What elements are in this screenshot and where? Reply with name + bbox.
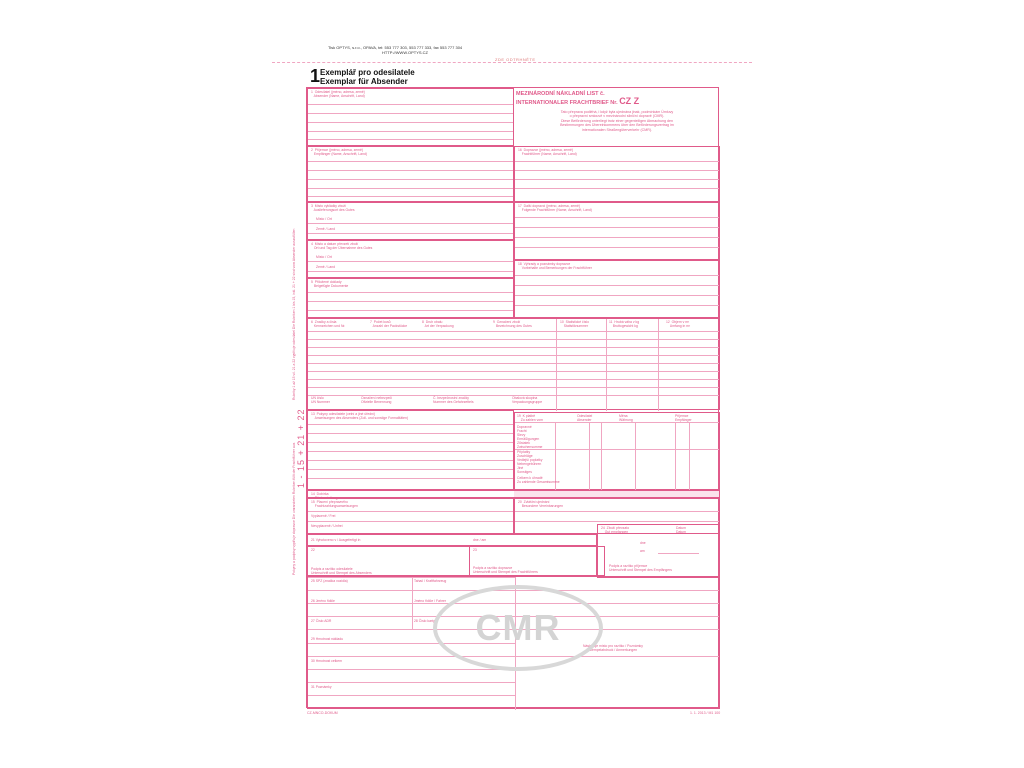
- field-22-sign: Podpis a razítko odesílatele Unterschrift und Stempel des Absenders: [311, 567, 372, 575]
- field-1-sender[interactable]: [307, 88, 514, 146]
- copy-title-de: Exemplar für Absender: [320, 77, 408, 86]
- cmr-logo-text: CMR: [475, 607, 561, 648]
- field-23-carrier-sign[interactable]: [469, 546, 605, 576]
- field-14-cod[interactable]: [307, 490, 720, 498]
- f19-col-consignee: Příjemce Empfänger: [675, 414, 692, 422]
- f19-row-other: Jiné Sonstiges: [517, 466, 532, 474]
- field-3-place: Místo / Ort: [316, 217, 332, 221]
- row-adr: 27 Číslo ADR: [311, 619, 332, 623]
- form-code: CZ Z: [619, 96, 640, 106]
- field-2-label: 2 Příjemce (jméno, adresa, země) Empfänger (Name, Anschrift, Land): [311, 148, 367, 156]
- goods-header-11: 11 Hrubá váha v kg Bruttogewicht kg: [609, 320, 640, 328]
- class-label-no: Č. bezpečnostní značky Nummer des Gefahrzettels: [433, 396, 474, 404]
- f19-row-balance: Zůstatek Zwischensumme: [517, 441, 543, 449]
- side-note-bottom: Pokyny a podpisy vyplňuje dopravce Die umrandeten Rubriken füllt der Frachtführer aus: [292, 442, 296, 575]
- intro-line: Diese Beförderung unterliegt trotz einer gegenteiligen Abmachung den: [560, 118, 674, 123]
- cmr-form: [306, 87, 719, 708]
- field-17-label: 17 Další dopravci (jméno, adresa, země) Folgende Frachtführer (Name, Anschrift, Land): [518, 204, 592, 212]
- f19-row-supplements: Příplatky Zuschläge: [517, 450, 533, 458]
- tear-label: ZDE ODTRHNĚTE: [495, 57, 536, 62]
- field-21-established[interactable]: [307, 534, 597, 546]
- goods-header-12: 12 Objem v m³ Umfang in m³: [666, 320, 691, 328]
- row-driver: 26 Jméno řidiče: [311, 599, 335, 603]
- side-fields-range: 1 - 15 + 21 + 22: [296, 408, 306, 488]
- publisher-line1: Tisk OPTYS, s.r.o., OPAVA, tel: 553 777 303, 553 777 333, fax 553 777 304: [328, 45, 463, 50]
- field-4-place: Místo / Ort: [316, 255, 332, 259]
- field-15-unfree: Nevyplaceně / Unfrei: [311, 524, 343, 528]
- side-note-top: Rubriky 1 až 15 vč. 21 a 22 vyplňuje odesílatel Die Rubriken 1 bis 15, inkl. 21 + 22 sind vom Absender auszufüllen: [292, 228, 296, 400]
- field-17-successive-carriers[interactable]: [514, 202, 720, 260]
- field-21-date: dne / am: [473, 538, 487, 542]
- field-24-label: 24 Zboží převzato Gut empfangen: [601, 526, 630, 534]
- footer-right: 1. 1. 2013 / M1 100: [690, 711, 721, 715]
- stamp-note: Následuje místo pro razítko / Poznámky Stempelabdruck / Anmerkungen: [583, 644, 643, 652]
- field-13-instructions[interactable]: [307, 410, 514, 490]
- form-title-cz: MEZINÁRODNÍ NÁKLADNÍ LIST č.: [516, 91, 605, 97]
- field-15-free: Vyplaceně / Frei: [311, 514, 336, 518]
- row-driver-2: Jméno řidiče / Fahrer: [414, 599, 447, 603]
- field-24-sign: Podpis a razítko příjemce Unterschrift und Stempel des Empfängers: [609, 564, 672, 572]
- copy-title-cz: Exemplář pro odesilatele: [320, 68, 415, 77]
- intro-line: Bestimmungen des Übereinkommens über den Beförderungsvertrag im: [560, 123, 674, 128]
- row-vehicle: Tahač / Kraftfahrzeug: [414, 579, 447, 583]
- field-18-reservations[interactable]: [514, 260, 720, 318]
- row-card: 28 Číslo karty: [414, 619, 435, 623]
- cmr-logo: [433, 585, 603, 671]
- field-24-am: am: [640, 549, 645, 553]
- field-4-pickup[interactable]: [307, 240, 514, 278]
- f19-row-freight: Dopravné Fracht: [517, 425, 532, 433]
- field-22-number: 22: [311, 548, 315, 552]
- field-14-label: 14 Dobírka Rückerstattung: [311, 492, 338, 500]
- row-notes: 31 Poznámky: [311, 685, 332, 689]
- field-3-label: 3 Místo vykládky zboží Auslieferungsort des Gutes: [311, 204, 355, 212]
- field-16-label: 16 Dopravce (jméno, adresa, země) Frachtführer (Name, Anschrift, Land): [518, 148, 577, 156]
- field-3-delivery[interactable]: [307, 202, 514, 240]
- tear-line: [272, 62, 752, 63]
- field-23-sign: Podpis a razítko dopravce Unterschrift und Stempel des Frachtführers: [473, 566, 538, 574]
- class-un: UN číslo UN Nummer: [311, 396, 330, 404]
- goods-header-8: 8 Druh obalu Art der Verpackung: [422, 320, 454, 328]
- f19-row-total: Celkem k úhradě Zu zahlende Gesamtsumme: [517, 476, 560, 484]
- goods-header-7: 7 Počet kusů Anzahl der Packstücke: [370, 320, 408, 328]
- f19-col-sender: Odesílatel Absender: [577, 414, 593, 422]
- intro-line: internationalen Straßengüterverkehr (CMR).: [581, 127, 653, 132]
- form-intro: [519, 110, 715, 132]
- field-21-label: 21 Vyhotoveno v / Ausgefertigt in: [311, 538, 361, 542]
- row-plate: 25 SPZ (značka vozidla): [311, 579, 348, 583]
- field-15-label: 15 Placení přepravného Frachtzahlungsanweisungen: [311, 500, 358, 508]
- field-24-day: dne: [640, 541, 646, 545]
- form-title-de: [516, 98, 639, 107]
- f19-col-currency: Měna Währung: [619, 414, 633, 422]
- goods-header-10: 10 Statistické číslo Statistiknummer: [560, 320, 590, 328]
- goods-header-6: 6 Značky a čísla Kennzeichen und Nr.: [311, 320, 346, 328]
- goods-section[interactable]: [307, 318, 720, 410]
- footer-left: CZ-MNCO-DOKUM: [307, 711, 338, 715]
- field-13-label: 13 Pokyny odesílatele (celní a jiné úřední) Anweisungen des Absenders (Zoll- und sonstige Formalitäten): [311, 412, 409, 420]
- field-15-payment-instructions[interactable]: [307, 498, 514, 534]
- field-2-consignee[interactable]: [307, 146, 514, 202]
- field-5-documents[interactable]: [307, 278, 514, 318]
- class-pack-group: Obalová skupina Verpackungsgruppe: [512, 396, 543, 404]
- field-1-label: 1 Odesílatel (jméno, adresa, země) Absender (Name, Anschrift, Land): [311, 90, 365, 98]
- field-20-label: 20 Zvláštní ujednání Besondere Vereinbarungen: [518, 500, 564, 508]
- field-4-country: Země / Land: [316, 265, 336, 269]
- row-total-weight: 30 Hmotnost celkem: [311, 659, 342, 663]
- class-name: Označení nebezpečí Ofizielle Benennung: [361, 396, 393, 404]
- row-load-weight: 29 Hmotnost nákladu: [311, 637, 344, 641]
- intro-line: Tato přeprava podléhá, i když byla ujednána jinak, podmínkám Úmluvy: [560, 110, 674, 114]
- f19-row-charges: Vedlejší poplatky Nebengebühren: [517, 458, 543, 466]
- field-19-payment[interactable]: [514, 412, 720, 490]
- field-18-label: 18 Výhrady a poznámky dopravce Vorbehalte und Bemerkungen der Frachtführer: [518, 262, 592, 270]
- intro-line: o přepravní smlouvě v mezinárodní silniční dopravě (CMR).: [569, 114, 665, 119]
- field-19-label: 19 K platbě Zu zahlen vom: [517, 414, 544, 422]
- field-24-date-label: Datum Datum: [676, 526, 686, 534]
- field-16-carrier[interactable]: [514, 146, 720, 202]
- form-title-de-text: INTERNATIONALER FRACHTBRIEF Nr.: [516, 100, 618, 106]
- field-23-number: 23: [473, 548, 477, 552]
- field-3-country: Země / Land: [316, 227, 336, 231]
- f19-row-discount: Slevy Ermäßigungen: [517, 433, 540, 441]
- field-5-label: 5 Přiložené doklady Beigefügte Dokumente: [311, 280, 349, 288]
- copy-number: 1: [310, 66, 321, 86]
- goods-header-9: 9 Označení zboží Bezeichnung des Gutes: [493, 320, 532, 328]
- field-4-label: 4 Místo a datum převzetí zboží Ort und Tag der Übernahme des Gutes: [311, 242, 373, 250]
- publisher-url: HTTP://WWW.OPTYS.CZ: [382, 50, 428, 55]
